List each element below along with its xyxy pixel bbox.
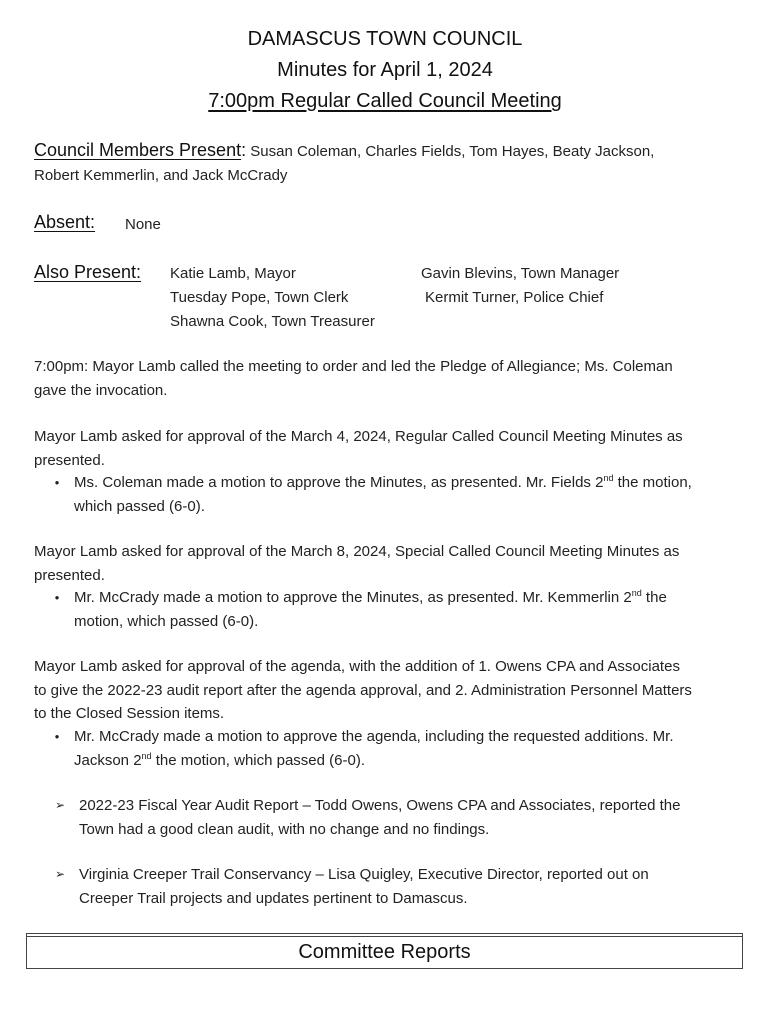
motion-agenda-list-item: ● Mr. McCrady made a motion to approve the agenda, including the requested additions. Mr. Jackson 2nd the motion, which passed (6-0).: [50, 725, 750, 773]
bullet-icon: ●: [54, 593, 60, 602]
council-name: DAMASCUS TOWN COUNCIL: [247, 28, 523, 50]
bullet-icon: ●: [54, 478, 60, 487]
attendee-town-treasurer: Shawna Cook, Town Treasurer: [170, 313, 375, 330]
approval-march4-paragraph: Mayor Lamb asked for approval of the March 4, 2024, Regular Called Council Meeting Minutes as presented.: [34, 428, 683, 469]
arrow-bullet-icon: ➢: [55, 798, 66, 812]
approval-march8-paragraph: Mayor Lamb asked for approval of the March 8, 2024, Special Called Council Meeting Minutes as presented.: [34, 543, 680, 584]
approval-agenda-paragraph: Mayor Lamb asked for approval of the agenda, with the addition of 1. Owens CPA and Associates to give the 2022-23 audit report after the agenda approval, and 2. Administration Personnel Matters to the Closed Session items.: [34, 658, 692, 722]
present-names: Susan Coleman, Charles Fields, Tom Hayes, Beaty Jackson,: [246, 143, 655, 160]
meeting-title: 7:00pm Regular Called Council Meeting: [208, 90, 562, 112]
opening-paragraph: 7:00pm: Mayor Lamb called the meeting to order and led the Pledge of Allegiance; Ms. Coleman gave the invocation.: [34, 358, 673, 399]
absent-value: None: [125, 216, 161, 233]
attendee-mayor: Katie Lamb, Mayor: [170, 265, 296, 282]
minutes-date: Minutes for April 1, 2024: [277, 59, 493, 81]
bullet-icon: ●: [54, 732, 60, 741]
motion-march8-list-item: ● Mr. McCrady made a motion to approve the Minutes, as presented. Mr. Kemmerlin 2nd the motion, which passed (6-0).: [50, 586, 750, 634]
present-names-cont: Robert Kemmerlin, and Jack McCrady: [34, 167, 288, 184]
also-present-label: Also Present:: [34, 262, 142, 282]
arrow-bullet-icon: ➢: [55, 867, 66, 881]
attendee-town-manager: Gavin Blevins, Town Manager: [421, 265, 620, 282]
present-label: Council Members Present: [34, 140, 242, 160]
motion-march4-list-item: ● Ms. Coleman made a motion to approve the Minutes, as presented. Mr. Fields 2nd the motion, which passed (6-0).: [50, 471, 750, 519]
audit-report-list-item: ➢ 2022-23 Fiscal Year Audit Report – Todd Owens, Owens CPA and Associates, reported the Town had a good clean audit, with no change and no findings.: [55, 794, 755, 842]
attendee-town-clerk: Tuesday Pope, Town Clerk: [170, 289, 349, 306]
absent-label: Absent:: [34, 212, 96, 232]
present-section: Council Members Present: Susan Coleman, Charles Fields, Tom Hayes, Beaty Jackson,: [34, 140, 655, 160]
document-header: [0, 24, 770, 117]
attendee-police-chief: Kermit Turner, Police Chief: [425, 289, 604, 306]
committee-reports-heading: Committee Reports: [26, 933, 743, 969]
creeper-trail-list-item: ➢ Virginia Creeper Trail Conservancy – Lisa Quigley, Executive Director, reported out on Creeper Trail projects and updates pertinent to Damascus.: [55, 863, 755, 911]
